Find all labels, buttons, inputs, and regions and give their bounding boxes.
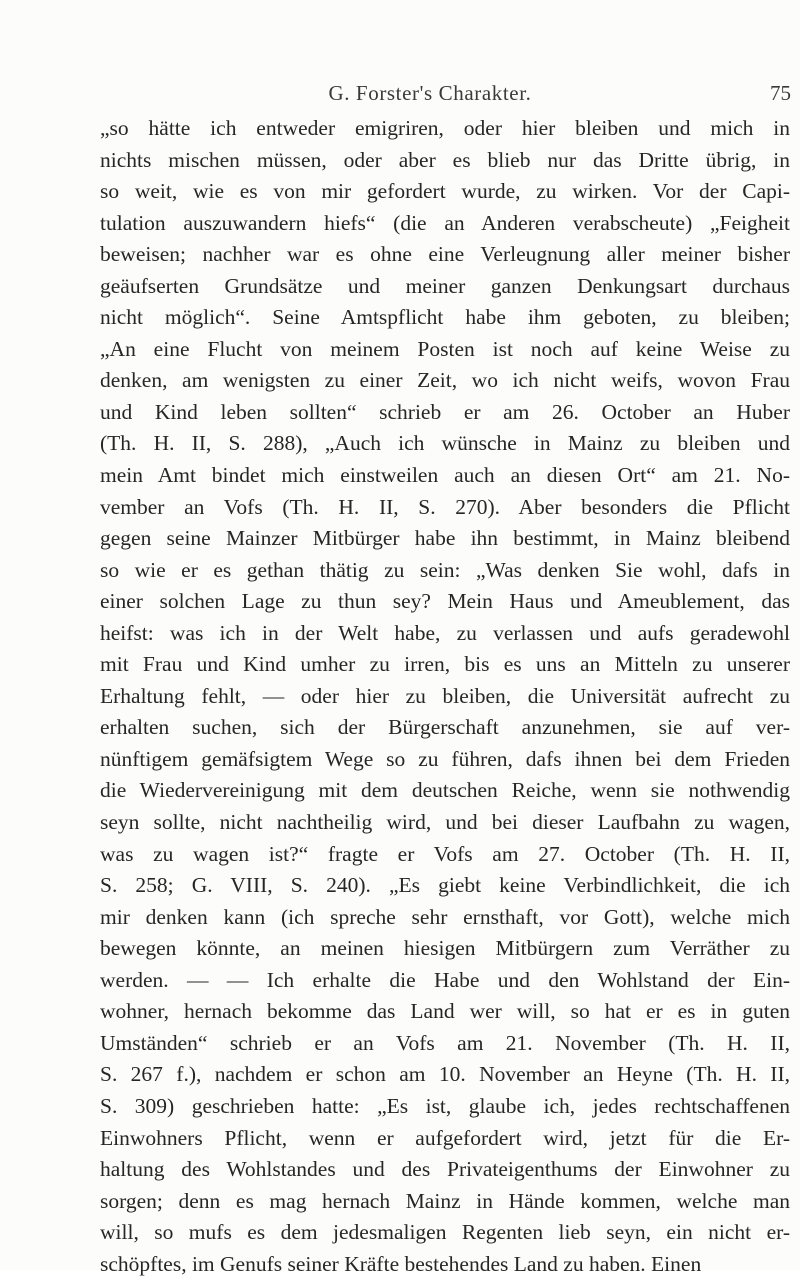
text-line: sorgen; denn es mag hernach Mainz in Hände kommen, welche man <box>100 1188 790 1213</box>
text-line: seyn sollte, nicht nachtheilig wird, und bei dieser Laufbahn zu wagen, <box>100 810 790 835</box>
text-line: was zu wagen ist?“ fragte er Vofs am 27. October (Th. H. II, <box>100 841 790 866</box>
text-line: so wie er es gethan thätig zu sein: „Was denken Sie wohl, dafs in <box>100 557 790 582</box>
text-line: Erhaltung fehlt, — oder hier zu bleiben, die Universität aufrecht zu <box>100 683 790 708</box>
text-line: Umständen“ schrieb er an Vofs am 21. November (Th. H. II, <box>100 1030 790 1055</box>
text-line: S. 258; G. VIII, S. 240). „Es giebt keine Verbindlichkeit, die ich <box>100 873 790 898</box>
text-line: mir denken kann (ich spreche sehr ernsthaft, vor Gott), welche mich <box>100 904 790 929</box>
text-line: bewegen könnte, an meinen hiesigen Mitbürgern zum Verräther zu <box>100 936 790 961</box>
text-line: S. 309) geschrieben hatte: „Es ist, glaube ich, jedes rechtschaffenen <box>100 1093 790 1118</box>
text-line: Einwohners Pflicht, wenn er aufgefordert wird, jetzt für die Er- <box>100 1125 790 1150</box>
text-line: „An eine Flucht von meinem Posten ist noch auf keine Weise zu <box>100 336 790 361</box>
running-head: G. Forster's Charakter. <box>328 81 532 105</box>
text-line: geäufserten Grundsätze und meiner ganzen Denkungsart durchaus <box>100 273 790 298</box>
text-line: mein Amt bindet mich einstweilen auch an diesen Ort“ am 21. No- <box>100 463 790 488</box>
text-line: will, so mufs es dem jedesmaligen Regenten lieb seyn, ein nicht er- <box>100 1220 790 1245</box>
text-line: schöpftes, im Genufs seiner Kräfte bestehendes Land zu haben. Einen <box>100 1251 702 1276</box>
text-line: heifst: was ich in der Welt habe, zu verlassen und aufs geradewohl <box>100 620 790 645</box>
text-line: „so hätte ich entweder emigriren, oder hier bleiben und mich in <box>100 116 790 140</box>
page-number: 75 <box>770 81 791 105</box>
text-line: vember an Vofs (Th. H. II, S. 270). Aber besonders die Pflicht <box>100 494 790 519</box>
text-line: haltung des Wohlstandes und des Privateigenthums der Einwohner zu <box>100 1157 790 1182</box>
text-line: und Kind leben sollten“ schrieb er am 26. October an Huber <box>100 399 790 424</box>
text-line: nicht möglich“. Seine Amtspflicht habe ihm geboten, zu bleiben; <box>100 305 790 330</box>
text-line: beweisen; nachher war es ohne eine Verleugnung aller meiner bisher <box>100 242 790 267</box>
text-line: nichts mischen müssen, oder aber es blieb nur das Dritte übrig, in <box>100 147 790 172</box>
text-line: die Wiedervereinigung mit dem deutschen Reiche, wenn sie nothwendig <box>100 778 790 803</box>
text-line: werden. — — Ich erhalte die Habe und den Wohlstand der Ein- <box>100 967 790 992</box>
text-line: gegen seine Mainzer Mitbürger habe ihn bestimmt, in Mainz bleibend <box>100 526 790 551</box>
text-line: (Th. H. II, S. 288), „Auch ich wünsche in Mainz zu bleiben und <box>100 431 790 456</box>
text-line: denken, am wenigsten zu einer Zeit, wo ich nicht weifs, wovon Frau <box>100 368 790 393</box>
text-line: S. 267 f.), nachdem er schon am 10. November an Heyne (Th. H. II, <box>100 1062 790 1087</box>
text-line: mit Frau und Kind umher zu irren, bis es uns an Mitteln zu unserer <box>100 652 790 677</box>
text-line: so weit, wie es von mir gefordert wurde, zu wirken. Vor der Capi- <box>100 179 790 204</box>
text-line: tulation auszuwandern hiefs“ (die an Anderen verabscheute) „Feigheit <box>100 210 790 235</box>
text-line: wohner, hernach bekomme das Land wer will, so hat er es in guten <box>100 999 790 1024</box>
body-text <box>100 113 790 1280</box>
text-line: erhalten suchen, sich der Bürgerschaft anzunehmen, sie auf ver- <box>100 715 790 740</box>
text-line: einer solchen Lage zu thun sey? Mein Haus und Ameublement, das <box>100 589 790 614</box>
text-line: nünftigem gemäfsigtem Wege so zu führen, dafs ihnen bei dem Frieden <box>100 746 790 771</box>
